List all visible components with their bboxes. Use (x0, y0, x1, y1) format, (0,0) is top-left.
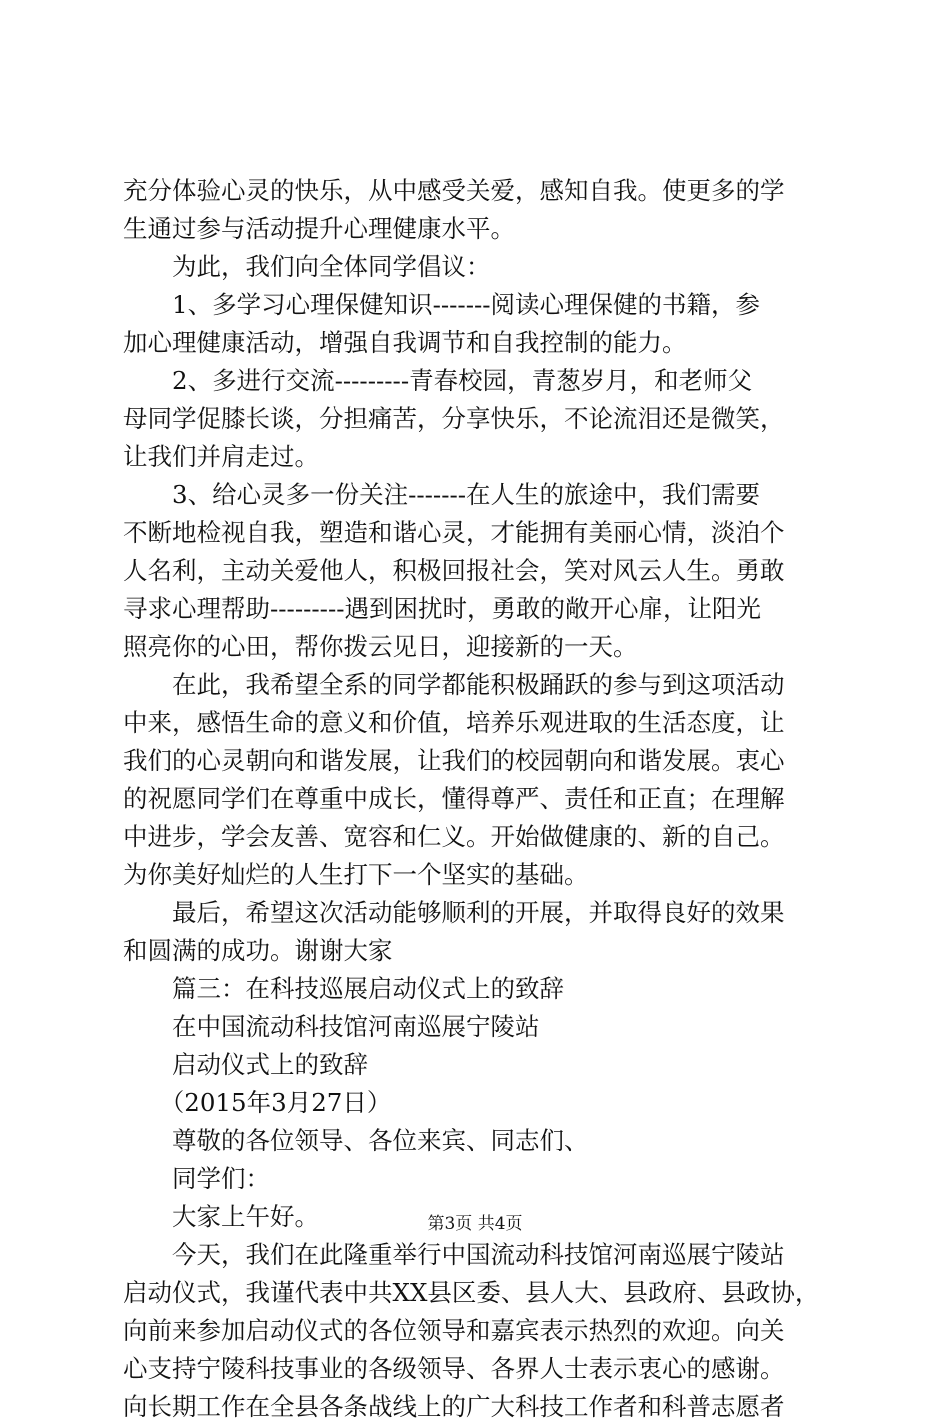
text-line: 的祝愿同学们在尊重中成长，懂得尊严、责任和正直；在理解 (123, 784, 785, 813)
text-line: 3、给心灵多一份关注-------在人生的旅途中，我们需要 (123, 480, 761, 509)
text-line: （2015年3月27日） (123, 1088, 392, 1117)
text-line: 向前来参加启动仪式的各位领导和嘉宾表示热烈的欢迎。向关 (123, 1316, 785, 1345)
text-line: 寻求心理帮助---------遇到困扰时，勇敢的敞开心扉，让阳光 (123, 594, 762, 623)
text-line: 2、多进行交流---------青春校园，青葱岁月，和老师父 (123, 366, 753, 395)
text-line: 心支持宁陵科技事业的各级领导、各界人士表示衷心的感谢。 (123, 1354, 785, 1383)
document-body (123, 172, 833, 1426)
text-line: 人名利，主动关爱他人，积极回报社会，笑对风云人生。勇敢 (123, 556, 785, 585)
text-line: 在此，我希望全系的同学都能积极踊跃的参与到这项活动 (123, 670, 785, 699)
text-line: 和圆满的成功。谢谢大家 (123, 936, 393, 965)
text-line: 母同学促膝长谈，分担痛苦，分享快乐，不论流泪还是微笑， (123, 404, 785, 433)
text-line: 中来，感悟生命的意义和价值，培养乐观进取的生活态度，让 (123, 708, 785, 737)
text-line: 照亮你的心田，帮你拨云见日，迎接新的一天。 (123, 632, 638, 661)
text-line: 我们的心灵朝向和谐发展，让我们的校园朝向和谐发展。衷心 (123, 746, 785, 775)
text-line: 启动仪式，我谨代表中共XX县区委、县人大、县政府、县政协， (123, 1278, 820, 1307)
text-line: 大家上午好。 (123, 1202, 319, 1231)
text-line: 同学们： (123, 1164, 270, 1193)
text-line: 加心理健康活动，增强自我调节和自我控制的能力。 (123, 328, 687, 357)
text-line: 今天，我们在此隆重举行中国流动科技馆河南巡展宁陵站 (123, 1240, 785, 1269)
text-line: 尊敬的各位领导、各位来宾、同志们、 (123, 1126, 589, 1155)
text-line: 1、多学习心理保健知识-------阅读心理保健的书籍，参 (123, 290, 761, 319)
text-line: 中进步，学会友善、宽容和仁义。开始做健康的、新的自己。 (123, 822, 785, 851)
text-line: 为此，我们向全体同学倡议： (123, 252, 491, 281)
text-line: 为你美好灿烂的人生打下一个坚实的基础。 (123, 860, 589, 889)
text-line: 篇三：在科技巡展启动仪式上的致辞 (123, 974, 564, 1003)
text-line: 向长期工作在全县各条战线上的广大科技工作者和科普志愿者 (123, 1392, 785, 1421)
text-line: 最后，希望这次活动能够顺利的开展，并取得良好的效果 (123, 898, 785, 927)
text-line: 启动仪式上的致辞 (123, 1050, 368, 1079)
page-footer: 第3页 共4页 (427, 1214, 523, 1234)
text-line: 让我们并肩走过。 (123, 442, 319, 471)
text-line: 在中国流动科技馆河南巡展宁陵站 (123, 1012, 540, 1041)
text-line: 充分体验心灵的快乐，从中感受关爱，感知自我。使更多的学 (123, 176, 785, 205)
text-line: 生通过参与活动提升心理健康水平。 (123, 214, 515, 243)
text-line: 不断地检视自我，塑造和谐心灵，才能拥有美丽心情，淡泊个 (123, 518, 785, 547)
